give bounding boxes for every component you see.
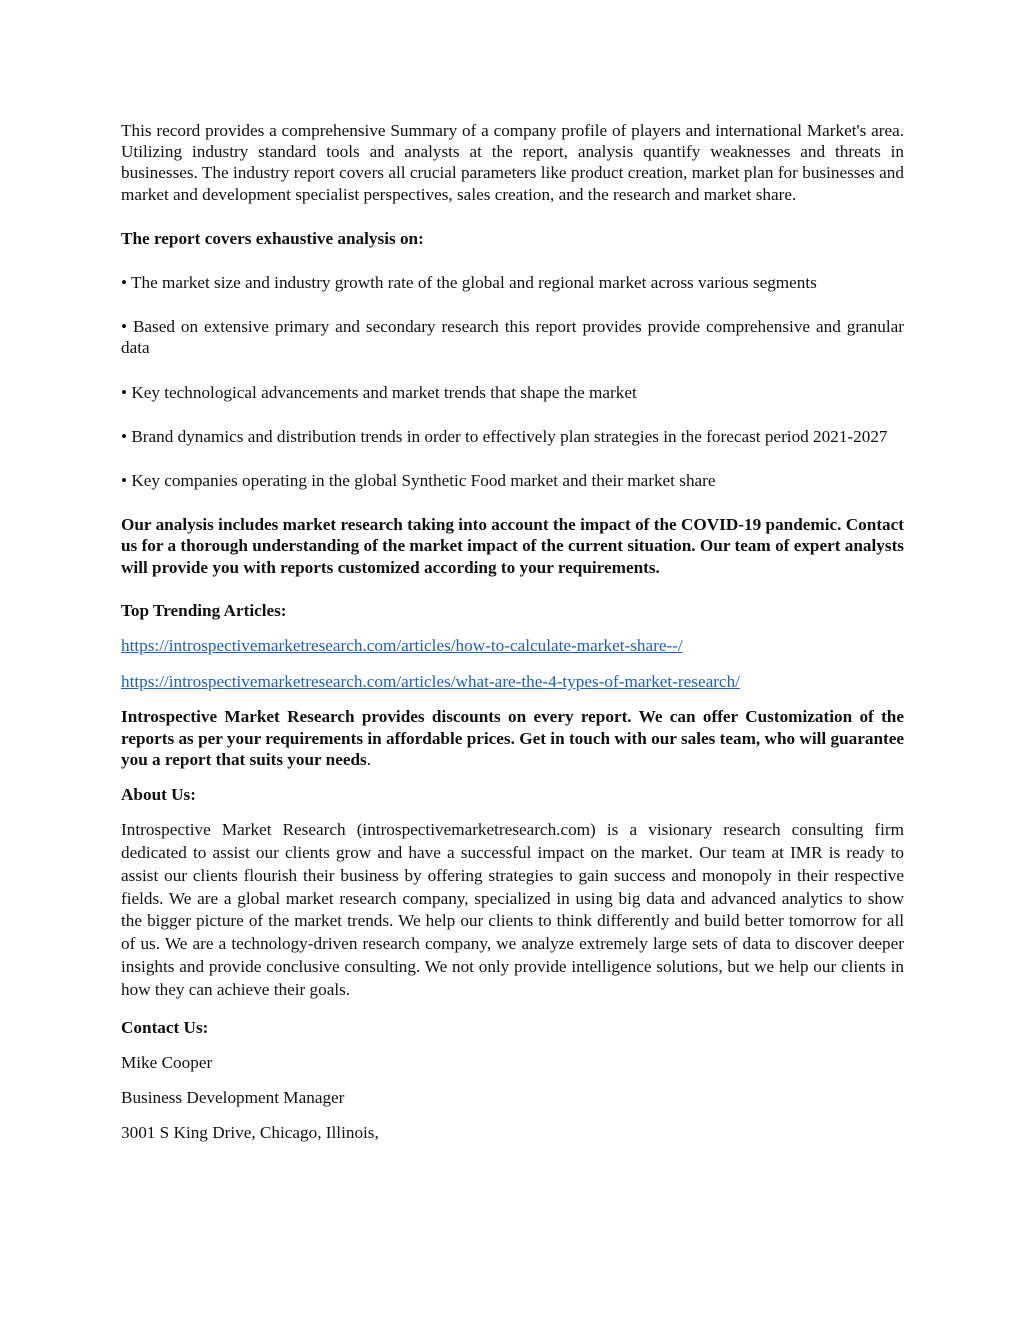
contact-name: Mike Cooper — [121, 1052, 213, 1072]
about-us-heading: About Us: — [121, 785, 196, 805]
discount-trailing: . — [366, 749, 372, 769]
trending-link-market-share[interactable]: https://introspectivemarketresearch.com/articles/how-to-calculate-market-share--/ — [121, 636, 683, 656]
bullet-market-size: • The market size and industry growth rate of the global and regional market across various segments — [121, 273, 817, 293]
bullet-brand-dynamics: • Brand dynamics and distribution trends in order to effectively plan strategies in the forecast period 2021-2027 — [121, 426, 888, 446]
covid-note: Our analysis includes market research taking into account the impact of the COVID-19 pandemic. Contact us for a thorough understanding of the market impact of the current situation. Our team of expert analysts will provide you with reports customized according to your requirements. — [121, 515, 904, 577]
discount-bold-text: Introspective Market Research provides discounts on every report. We can offer Customization of the reports as per your requirements in affordable prices. Get in touch with our sales team, who will guarantee you a report that suits your needs — [121, 707, 904, 769]
document-page — [121, 120, 904, 1157]
bullet-key-companies: • Key companies operating in the global Synthetic Food market and their market share — [121, 471, 716, 491]
top-trending-heading: Top Trending Articles: — [121, 600, 287, 620]
intro-paragraph: This record provides a comprehensive Summary of a company profile of players and international Market's area. Utilizing industry standard tools and analysts at the report, analysis quantify weaknesses and threats in businesses. The industry report covers all crucial parameters like product creation, market plan for businesses and market and development specialist perspectives, sales creation, and the research and market share. — [121, 121, 904, 204]
trending-link-market-research-types[interactable]: https://introspectivemarketresearch.com/articles/what-are-the-4-types-of-market-research/ — [121, 672, 740, 692]
discount-paragraph — [121, 706, 904, 770]
bullet-tech-advancements: • Key technological advancements and market trends that shape the market — [121, 382, 637, 402]
contact-us-heading: Contact Us: — [121, 1017, 209, 1037]
about-us-body: Introspective Market Research (introspectivemarketresearch.com) is a visionary research consulting firm dedicated to assist our clients grow and have a successful impact on the market. Our team at IMR is ready to assist our clients flourish their business by offering strategies to gain success and monopoly in their respective fields. We are a global market research company, specialized in using big data and advanced analytics to show the bigger picture of the market trends. We help our clients to think differently and build better tomorrow for all of us. We are a technology-driven research company, we analyze extremely large sets of data to discover deeper insights and provide conclusive consulting. We not only provide intelligence solutions, but we help our clients in how they can achieve their goals. — [121, 820, 904, 999]
report-covers-heading: The report covers exhaustive analysis on: — [121, 228, 424, 248]
contact-title: Business Development Manager — [121, 1088, 345, 1108]
contact-address: 3001 S King Drive, Chicago, Illinois, — [121, 1123, 379, 1143]
bullet-research-data: • Based on extensive primary and secondary research this report provides provide comprehensive and granular data — [121, 317, 904, 358]
